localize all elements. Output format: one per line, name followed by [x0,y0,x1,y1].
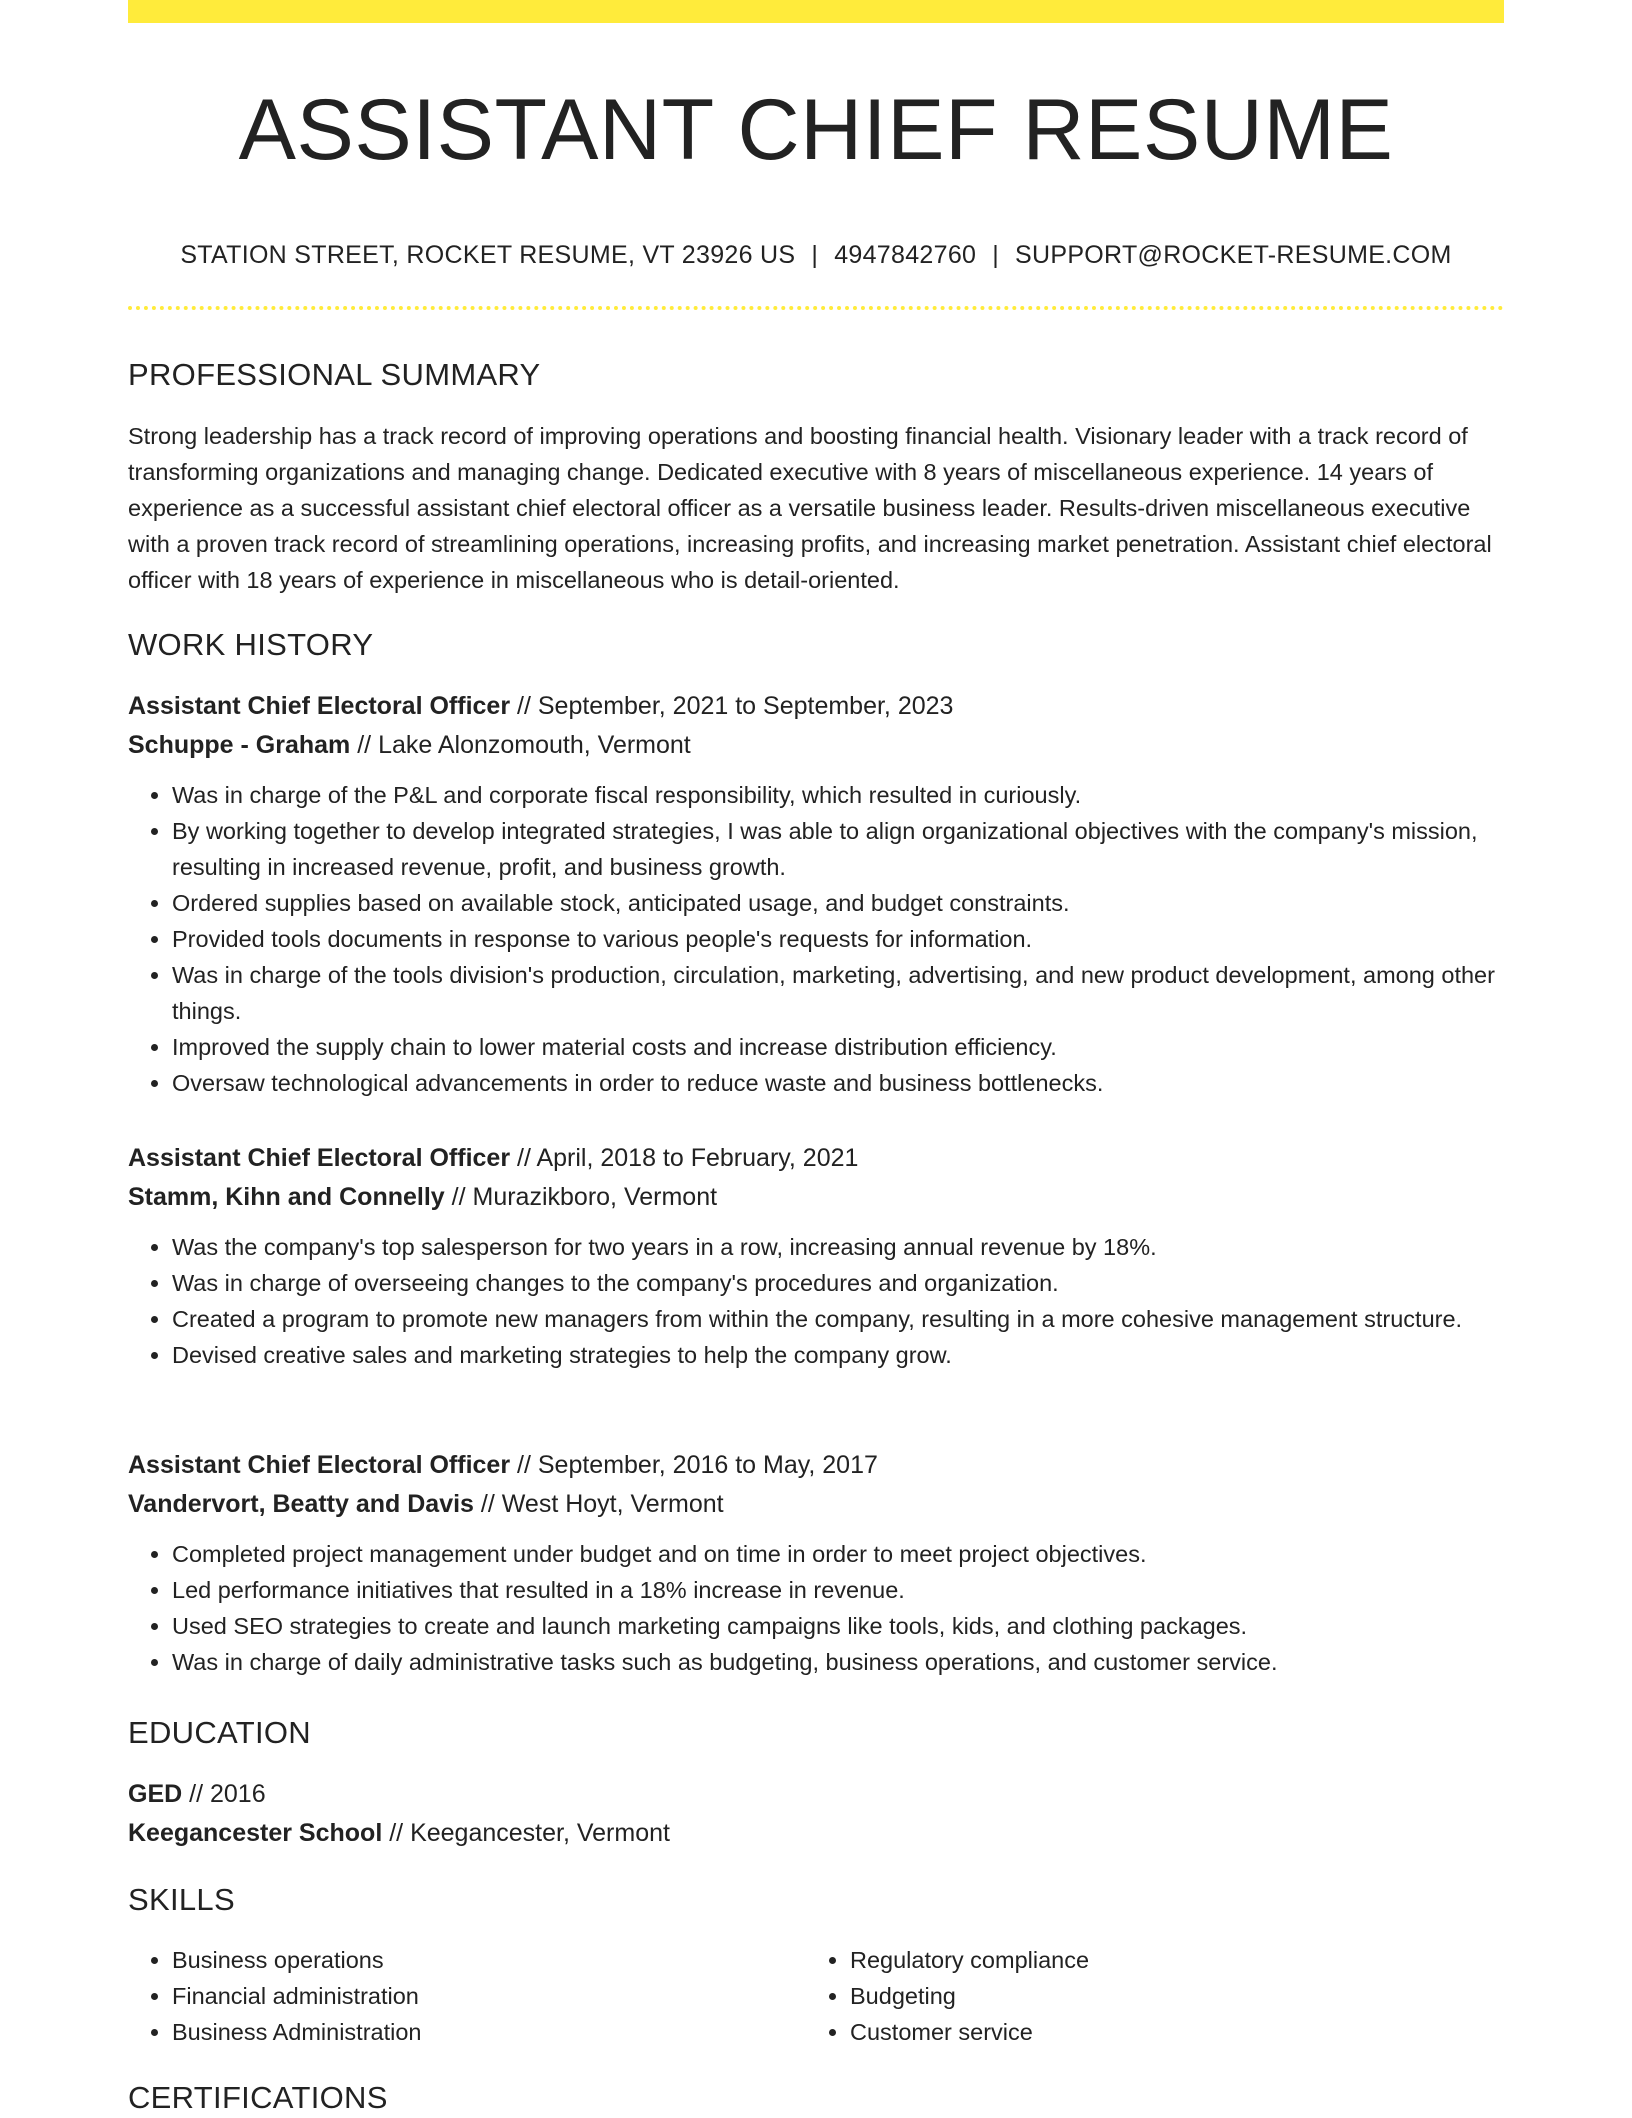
list-item: • Devised creative sales and marketing strategies to help the company grow. [172,1337,1504,1373]
divider: // [510,1451,538,1479]
job-bullets [128,777,1504,1101]
job-title: Assistant Chief Electoral Officer [128,1451,511,1479]
job-dates: September, 2016 to May, 2017 [537,1451,878,1479]
list-item: • Was in charge of the tools division's production, circulation, marketing, advertising, and new product development, among other things. [172,957,1504,1029]
contact-separator: | [992,241,1000,269]
job-entry [128,1446,1504,1680]
job-title-line [128,687,1504,726]
list-item: • Was in charge of daily administrative tasks such as budgeting, business operations, and customer service. [172,1644,1504,1680]
skills-heading: SKILLS [128,1882,235,1917]
header-divider [128,306,1504,310]
list-item: • By working together to develop integrated strategies, I was able to align organizational objectives with the company's mission, resulting in increased revenue, profit, and business growth. [172,813,1504,885]
list-item: • Regulatory compliance [850,1942,1484,1978]
list-item: • Provided tools documents in response to various people's requests for information. [172,921,1504,957]
divider: // [350,731,379,759]
divider: // [182,1780,210,1808]
education-school: Keegancester School [128,1819,383,1847]
job-entry [128,1139,1504,1373]
divider: // [444,1183,473,1211]
list-item: • Improved the supply chain to lower material costs and increase distribution efficiency. [172,1029,1504,1065]
list-item: • Created a program to promote new managers from within the company, resulting in a more cohesive management structure. [172,1301,1504,1337]
education-year: 2016 [209,1780,266,1808]
list-item: • Business operations [172,1942,806,1978]
skills-list [128,1942,1504,2050]
job-location: Lake Alonzomouth, Vermont [378,731,691,759]
job-title: Assistant Chief Electoral Officer [128,692,511,720]
resume-title: ASSISTANT CHIEF RESUME [238,82,1394,178]
top-accent-bar [128,0,1504,23]
list-item: • Was in charge of overseeing changes to the company's procedures and organization. [172,1265,1504,1301]
job-bullets [128,1229,1504,1373]
job-location: West Hoyt, Vermont [501,1490,724,1518]
job-location: Murazikboro, Vermont [472,1183,718,1211]
job-company: Vandervort, Beatty and Davis [128,1490,474,1518]
education-degree: GED [128,1780,183,1808]
education-entry [128,1775,1504,1853]
education-heading: EDUCATION [128,1715,311,1750]
job-title: Assistant Chief Electoral Officer [128,1144,511,1172]
list-item: • Was the company's top salesperson for two years in a row, increasing annual revenue by 18%. [172,1229,1504,1265]
education-location: Keegancester, Vermont [410,1819,670,1847]
job-title-line [128,1139,1504,1178]
job-dates: September, 2021 to September, 2023 [537,692,954,720]
education-degree-line [128,1775,1504,1814]
contact-phone[interactable]: 4947842760 [834,241,977,269]
skills-column-left [128,1942,806,2050]
list-item: • Led performance initiatives that resulted in a 18% increase in revenue. [172,1572,1504,1608]
list-item: • Customer service [850,2014,1484,2050]
list-item: • Budgeting [850,1978,1484,2014]
job-bullets [128,1536,1504,1680]
job-company: Schuppe - Graham [128,731,351,759]
job-title-line [128,1446,1504,1485]
list-item: • Business Administration [172,2014,806,2050]
education-school-line [128,1814,1504,1853]
contact-address: STATION STREET, ROCKET RESUME, VT 23926 US [180,241,796,269]
summary-text: Strong leadership has a track record of improving operations and boosting financial health. Visionary leader with a track record of transforming organizations and managing change. Dedicated executive with 8 years of miscellaneous experience. 14 years of experience as a successful assistant chief electoral officer as a versatile business leader. Results-driven miscellaneous executive with a proven track record of streamlining operations, increasing profits, and increasing market penetration. Assistant chief electoral officer with 18 years of experience in miscellaneous who is detail-oriented. [128,423,1492,593]
list-item: • Was in charge of the P&L and corporate fiscal responsibility, which resulted in curiously. [172,777,1504,813]
certifications-heading: CERTIFICATIONS [128,2080,388,2115]
divider: // [510,692,538,720]
divider: // [510,1144,537,1172]
skills-bullets-left [128,1942,806,2050]
list-item: • Ordered supplies based on available stock, anticipated usage, and budget constraints. [172,885,1504,921]
list-item: • Oversaw technological advancements in order to reduce waste and business bottlenecks. [172,1065,1504,1101]
job-entry [128,687,1504,1101]
list-item: • Completed project management under budget and on time in order to meet project objectives. [172,1536,1504,1572]
job-company: Stamm, Kihn and Connelly [128,1183,445,1211]
contact-email[interactable]: SUPPORT@ROCKET-RESUME.COM [1015,241,1452,269]
job-company-line [128,726,1504,765]
skills-column-right [806,1942,1484,2050]
divider: // [382,1819,411,1847]
job-company-line [128,1485,1504,1524]
list-item: • Financial administration [172,1978,806,2014]
contact-line [128,238,1504,272]
job-dates: April, 2018 to February, 2021 [536,1144,859,1172]
work-history-heading: WORK HISTORY [128,627,374,662]
divider: // [473,1490,502,1518]
summary-heading: PROFESSIONAL SUMMARY [128,357,541,392]
contact-separator: | [811,241,819,269]
list-item: • Used SEO strategies to create and launch marketing campaigns like tools, kids, and clothing packages. [172,1608,1504,1644]
job-company-line [128,1178,1504,1217]
skills-bullets-right [806,1942,1484,2050]
